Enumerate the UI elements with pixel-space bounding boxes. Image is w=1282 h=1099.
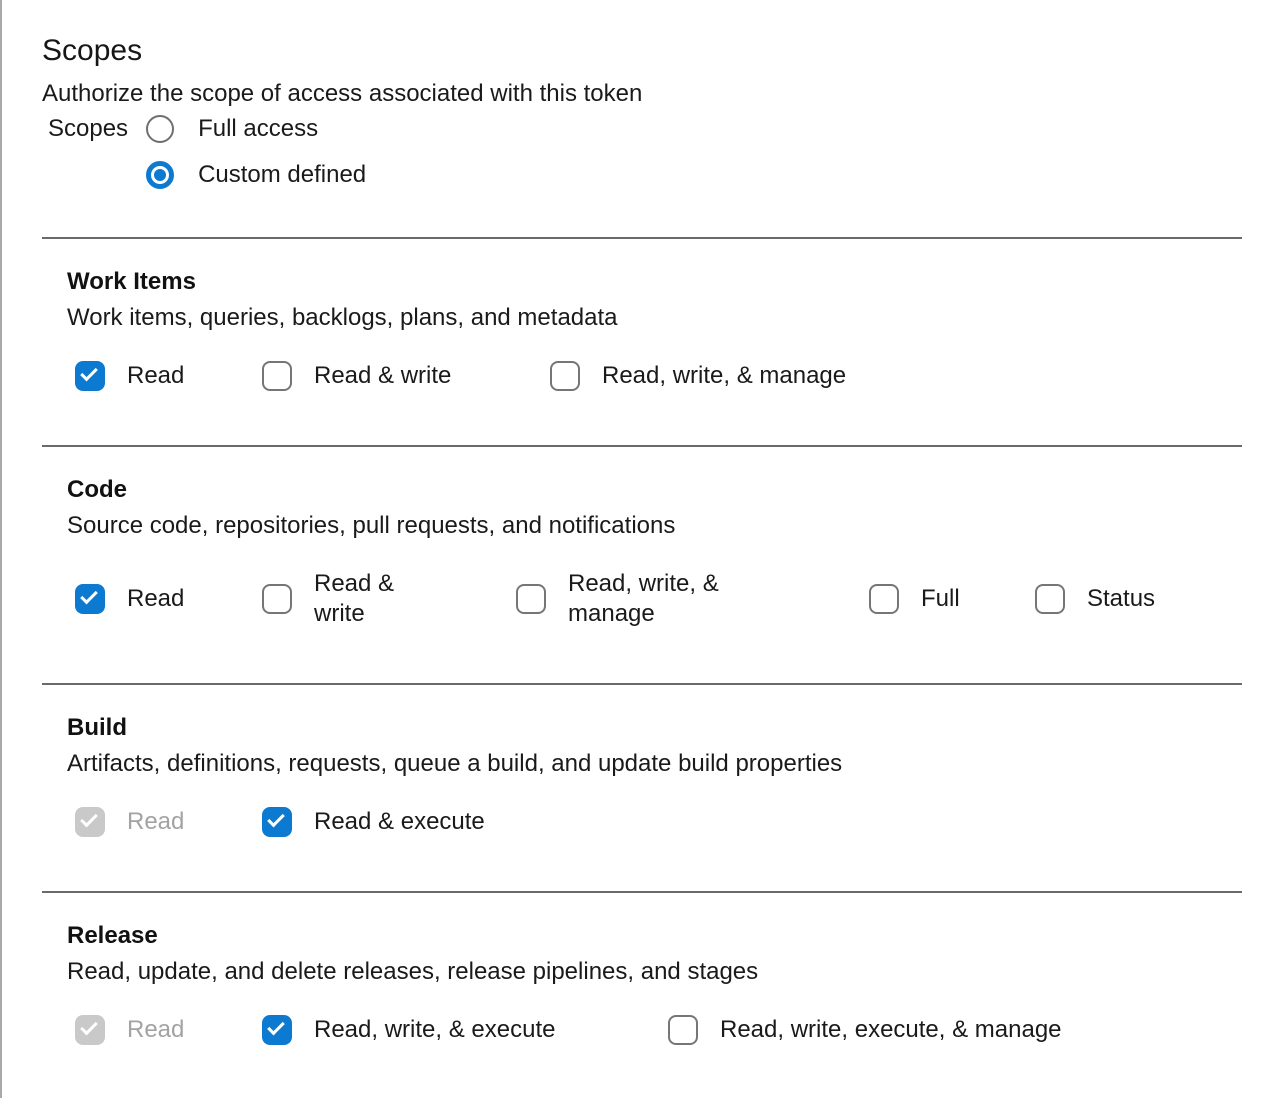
checkbox-unchecked-icon[interactable]	[262, 361, 292, 391]
build-options-row	[67, 807, 1242, 837]
checkbox-work-items-read-write[interactable]	[262, 361, 550, 391]
checkbox-label: Full	[921, 585, 960, 612]
checkbox-checked-icon[interactable]	[75, 361, 105, 391]
section-description: Read, update, and delete releases, release pipelines, and stages	[67, 958, 759, 985]
release-options-row	[67, 1015, 1242, 1045]
checkbox-label: Read & execute	[314, 808, 485, 835]
radio-option-full-access[interactable]	[146, 115, 366, 143]
page-subtitle: Authorize the scope of access associated with this token	[42, 80, 643, 107]
checkbox-work-items-read[interactable]	[75, 361, 262, 391]
radio-option-custom-defined[interactable]	[146, 161, 366, 189]
checkbox-label: Read, write, & manage	[568, 570, 719, 627]
section-description: Source code, repositories, pull requests, and notifications	[67, 512, 676, 539]
checkbox-label: Read & write	[314, 570, 395, 627]
radio-label: Custom defined	[198, 161, 367, 188]
checkbox-unchecked-icon[interactable]	[668, 1015, 698, 1045]
left-edge-divider	[0, 0, 2, 1098]
scopes-field-label: Scopes	[48, 115, 129, 142]
checkbox-release-read-disabled	[75, 1015, 262, 1045]
section-description: Artifacts, definitions, requests, queue a build, and update build properties	[67, 750, 843, 777]
checkbox-unchecked-icon[interactable]	[869, 584, 899, 614]
checkbox-code-status[interactable]	[1035, 584, 1155, 614]
checkbox-unchecked-icon[interactable]	[1035, 584, 1065, 614]
checkbox-label: Read	[127, 362, 185, 389]
code-options-row	[67, 569, 1242, 629]
checkbox-unchecked-icon[interactable]	[550, 361, 580, 391]
checkbox-release-read-write-execute[interactable]	[262, 1015, 668, 1045]
checkbox-unchecked-icon[interactable]	[262, 584, 292, 614]
radio-selected-icon[interactable]	[146, 161, 174, 189]
checkbox-build-read-execute[interactable]	[262, 807, 485, 837]
checkbox-work-items-read-write-manage[interactable]	[550, 361, 846, 391]
scopes-radio-field	[42, 115, 1242, 237]
section-build	[42, 683, 1242, 891]
section-title: Build	[67, 714, 127, 741]
checkbox-code-read-write[interactable]	[262, 569, 516, 629]
checkbox-checked-icon[interactable]	[262, 807, 292, 837]
work-items-options-row	[67, 361, 1242, 391]
section-title: Release	[67, 922, 158, 949]
checkbox-unchecked-icon[interactable]	[516, 584, 546, 614]
checkbox-label: Read, write, & manage	[602, 362, 847, 389]
checkmark-icon	[80, 587, 98, 605]
checkbox-release-read-write-execute-manage[interactable]	[668, 1015, 1062, 1045]
section-description: Work items, queries, backlogs, plans, and metadata	[67, 304, 618, 331]
radio-label: Full access	[198, 115, 319, 142]
checkbox-checked-icon[interactable]	[75, 584, 105, 614]
checkmark-icon	[80, 810, 98, 828]
section-code	[42, 445, 1242, 683]
checkbox-label: Read, write, & execute	[314, 1016, 556, 1043]
checkbox-build-read-disabled	[75, 807, 262, 837]
checkbox-label: Read	[127, 808, 185, 835]
section-work-items	[42, 237, 1242, 445]
checkmark-icon	[267, 810, 285, 828]
checkbox-label: Status	[1087, 585, 1156, 612]
section-title: Work Items	[67, 268, 196, 295]
checkbox-checked-icon[interactable]	[262, 1015, 292, 1045]
section-release	[42, 891, 1242, 1099]
page-title: Scopes	[42, 34, 143, 67]
checkbox-label: Read	[127, 585, 185, 612]
checkbox-label: Read, write, execute, & manage	[720, 1016, 1062, 1043]
checkmark-icon	[80, 364, 98, 382]
checkbox-label: Read	[127, 1016, 185, 1043]
checkbox-code-read-write-manage[interactable]	[516, 569, 869, 629]
checkmark-icon	[80, 1018, 98, 1036]
checkbox-checked-disabled-icon	[75, 807, 105, 837]
checkbox-label: Read & write	[314, 362, 452, 389]
checkbox-code-full[interactable]	[869, 584, 1035, 614]
checkbox-checked-disabled-icon	[75, 1015, 105, 1045]
checkmark-icon	[267, 1018, 285, 1036]
radio-unselected-icon[interactable]	[146, 115, 174, 143]
section-title: Code	[67, 476, 127, 503]
scopes-radio-group	[146, 115, 366, 189]
checkbox-code-read[interactable]	[75, 584, 262, 614]
